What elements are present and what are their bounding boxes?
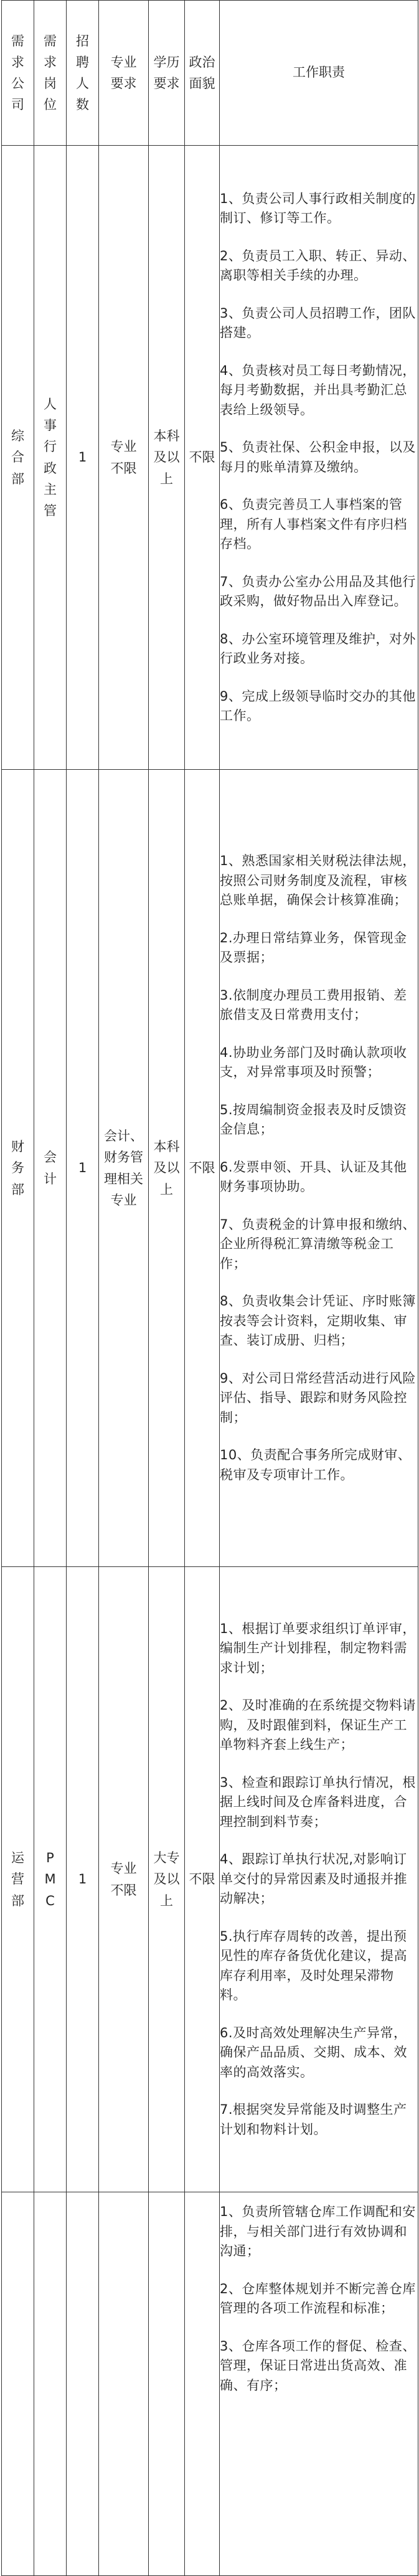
duty-item: 2、仓库整体规划并不断完善仓库管理的各项工作流程和标准； <box>220 2281 416 2316</box>
cell-position <box>34 2192 67 2576</box>
duty-item: 5.按周编制资金报表及时反馈资金信息； <box>220 1102 407 1137</box>
duty-item: 1、熟悉国家相关财税法律法规，按照公司财务制度及流程，审核总账单据，确保会计核算准确； <box>220 853 416 907</box>
header-political: 政治面貌 <box>185 1 220 146</box>
cell-dept: 运营部 <box>2 1567 34 2192</box>
duty-item: 4、跟踪订单执行状况,对影响订单交付的异常因素及时通报并推动解决； <box>220 1852 407 1906</box>
duty-item: 10、负责配合事务所完成财审、税审及专项审计工作。 <box>220 1447 412 1482</box>
cell-political <box>185 2192 220 2576</box>
duty-item: 4.协助业务部门及时确认款项收支，对异常事项及时预警； <box>220 1044 407 1079</box>
header-row <box>2 1 418 146</box>
duty-item: 2、及时准确的在系统提交物料请购，及时跟催到料，保证生产工单物料齐套上线生产； <box>220 1698 416 1753</box>
duty-item: 6.发票申领、开具、认证及其他财务事项协助。 <box>220 1159 407 1194</box>
recruitment-table-page <box>1 0 418 2562</box>
duty-item: 3、检查和跟踪订单执行情况，根据上线时间及仓库备料进度，合理控制到料节奏； <box>220 1774 416 1829</box>
cell-duties <box>220 1567 418 2192</box>
duty-item: 4、负责核对员工每日考勤情况，每月考勤数据，并出具考勤汇总表给上级领导。 <box>220 362 416 417</box>
duty-item: 7、负责办公室办公用品及其他行政采购，做好物品出入库登记。 <box>220 574 416 608</box>
duty-item: 3、仓库各项工作的督促、检查、管理，保证日常进出货高效、准确、有序； <box>220 2338 416 2393</box>
cell-duties <box>220 146 418 770</box>
header-education: 学历要求 <box>149 1 185 146</box>
duty-item: 5、负责社保、公积金申报，以及每月的账单清算及缴纳。 <box>220 440 416 475</box>
duty-item: 3.依制度办理员工费用报销、差旅借支及日常费用支付； <box>220 987 407 1022</box>
duty-item: 1、负责公司人事行政相关制度的制订、修订等工作。 <box>220 191 416 225</box>
duty-item: 9、对公司日常经营活动进行风险评估、指导、跟踪和财务风险控制； <box>220 1370 416 1425</box>
cell-education: 本科及以上 <box>149 146 185 770</box>
cell-count: 1 <box>67 146 99 770</box>
duty-item: 1、根据订单要求组织订单评审，编制生产计划排程，制定物料需求计划； <box>220 1621 416 1675</box>
header-position: 需求岗位 <box>34 1 67 146</box>
table-row <box>2 2192 418 2576</box>
cell-education: 本科及以上 <box>149 770 185 1567</box>
cell-political: 不限 <box>185 770 220 1567</box>
header-count: 招聘人数 <box>67 1 99 146</box>
cell-political: 不限 <box>185 1567 220 2192</box>
cell-duties <box>220 2192 418 2576</box>
cell-dept <box>2 2192 34 2576</box>
cell-count <box>67 2192 99 2576</box>
cell-education: 大专及以上 <box>149 1567 185 2192</box>
duty-item: 6.及时高效处理解决生产异常，确保产品品质、交期、成本、效率的高效落实。 <box>220 2025 407 2080</box>
cell-political: 不限 <box>185 146 220 770</box>
duty-item: 7、负责税金的计算申报和缴纳、企业所得税汇算清缴等税金工作； <box>220 1216 416 1271</box>
table-row <box>2 146 418 770</box>
cell-major: 专业不限 <box>99 1567 149 2192</box>
table-row <box>2 770 418 1567</box>
cell-dept: 综合部 <box>2 146 34 770</box>
cell-dept: 财务部 <box>2 770 34 1567</box>
cell-count: 1 <box>67 770 99 1567</box>
duty-item: 2.办理日常结算业务，保管现金及票据； <box>220 930 407 965</box>
header-major: 专业要求 <box>99 1 149 146</box>
cell-position: 人事行政主管 <box>34 146 67 770</box>
recruitment-table <box>1 0 418 2576</box>
duty-item: 8、办公室环境管理及维护，对外行政业务对接。 <box>220 631 416 666</box>
cell-count: 1 <box>67 1567 99 2192</box>
duty-item: 3、负责公司人员招聘工作，团队搭建。 <box>220 305 416 340</box>
duty-item: 6、负责完善员工人事档案的管理，所有人事档案文件有序归档存档。 <box>220 497 407 551</box>
cell-position: PMC <box>34 1567 67 2192</box>
table-row <box>2 1567 418 2192</box>
duty-item: 8、负责收集会计凭证、序时账簿按表等会计资料，定期收集、审查、装订成册、归档； <box>220 1294 416 1348</box>
duty-item: 9、完成上级领导临时交办的其他工作。 <box>220 688 416 723</box>
duty-item: 1、负责所管辖仓库工作调配和安排，与相关部门进行有效协调和沟通； <box>220 2204 416 2258</box>
cell-major: 会计、财务管理相关专业 <box>99 770 149 1567</box>
cell-position: 会计 <box>34 770 67 1567</box>
duty-item: 7.根据突发异常能及时调整生产计划和物料计划。 <box>220 2102 407 2137</box>
cell-duties <box>220 770 418 1567</box>
header-dept: 需求公司 <box>2 1 34 146</box>
cell-education <box>149 2192 185 2576</box>
cell-major <box>99 2192 149 2576</box>
cell-major: 专业不限 <box>99 146 149 770</box>
duty-item: 5.执行库存周转的改善，提出预见性的库存备货优化建议，提高库存利用率，及时处理呆滞物料。 <box>220 1928 407 2003</box>
duty-item: 2、负责员工入职、转正、异动、离职等相关手续的办理。 <box>220 248 416 283</box>
header-duties: 工作职责 <box>220 1 418 146</box>
